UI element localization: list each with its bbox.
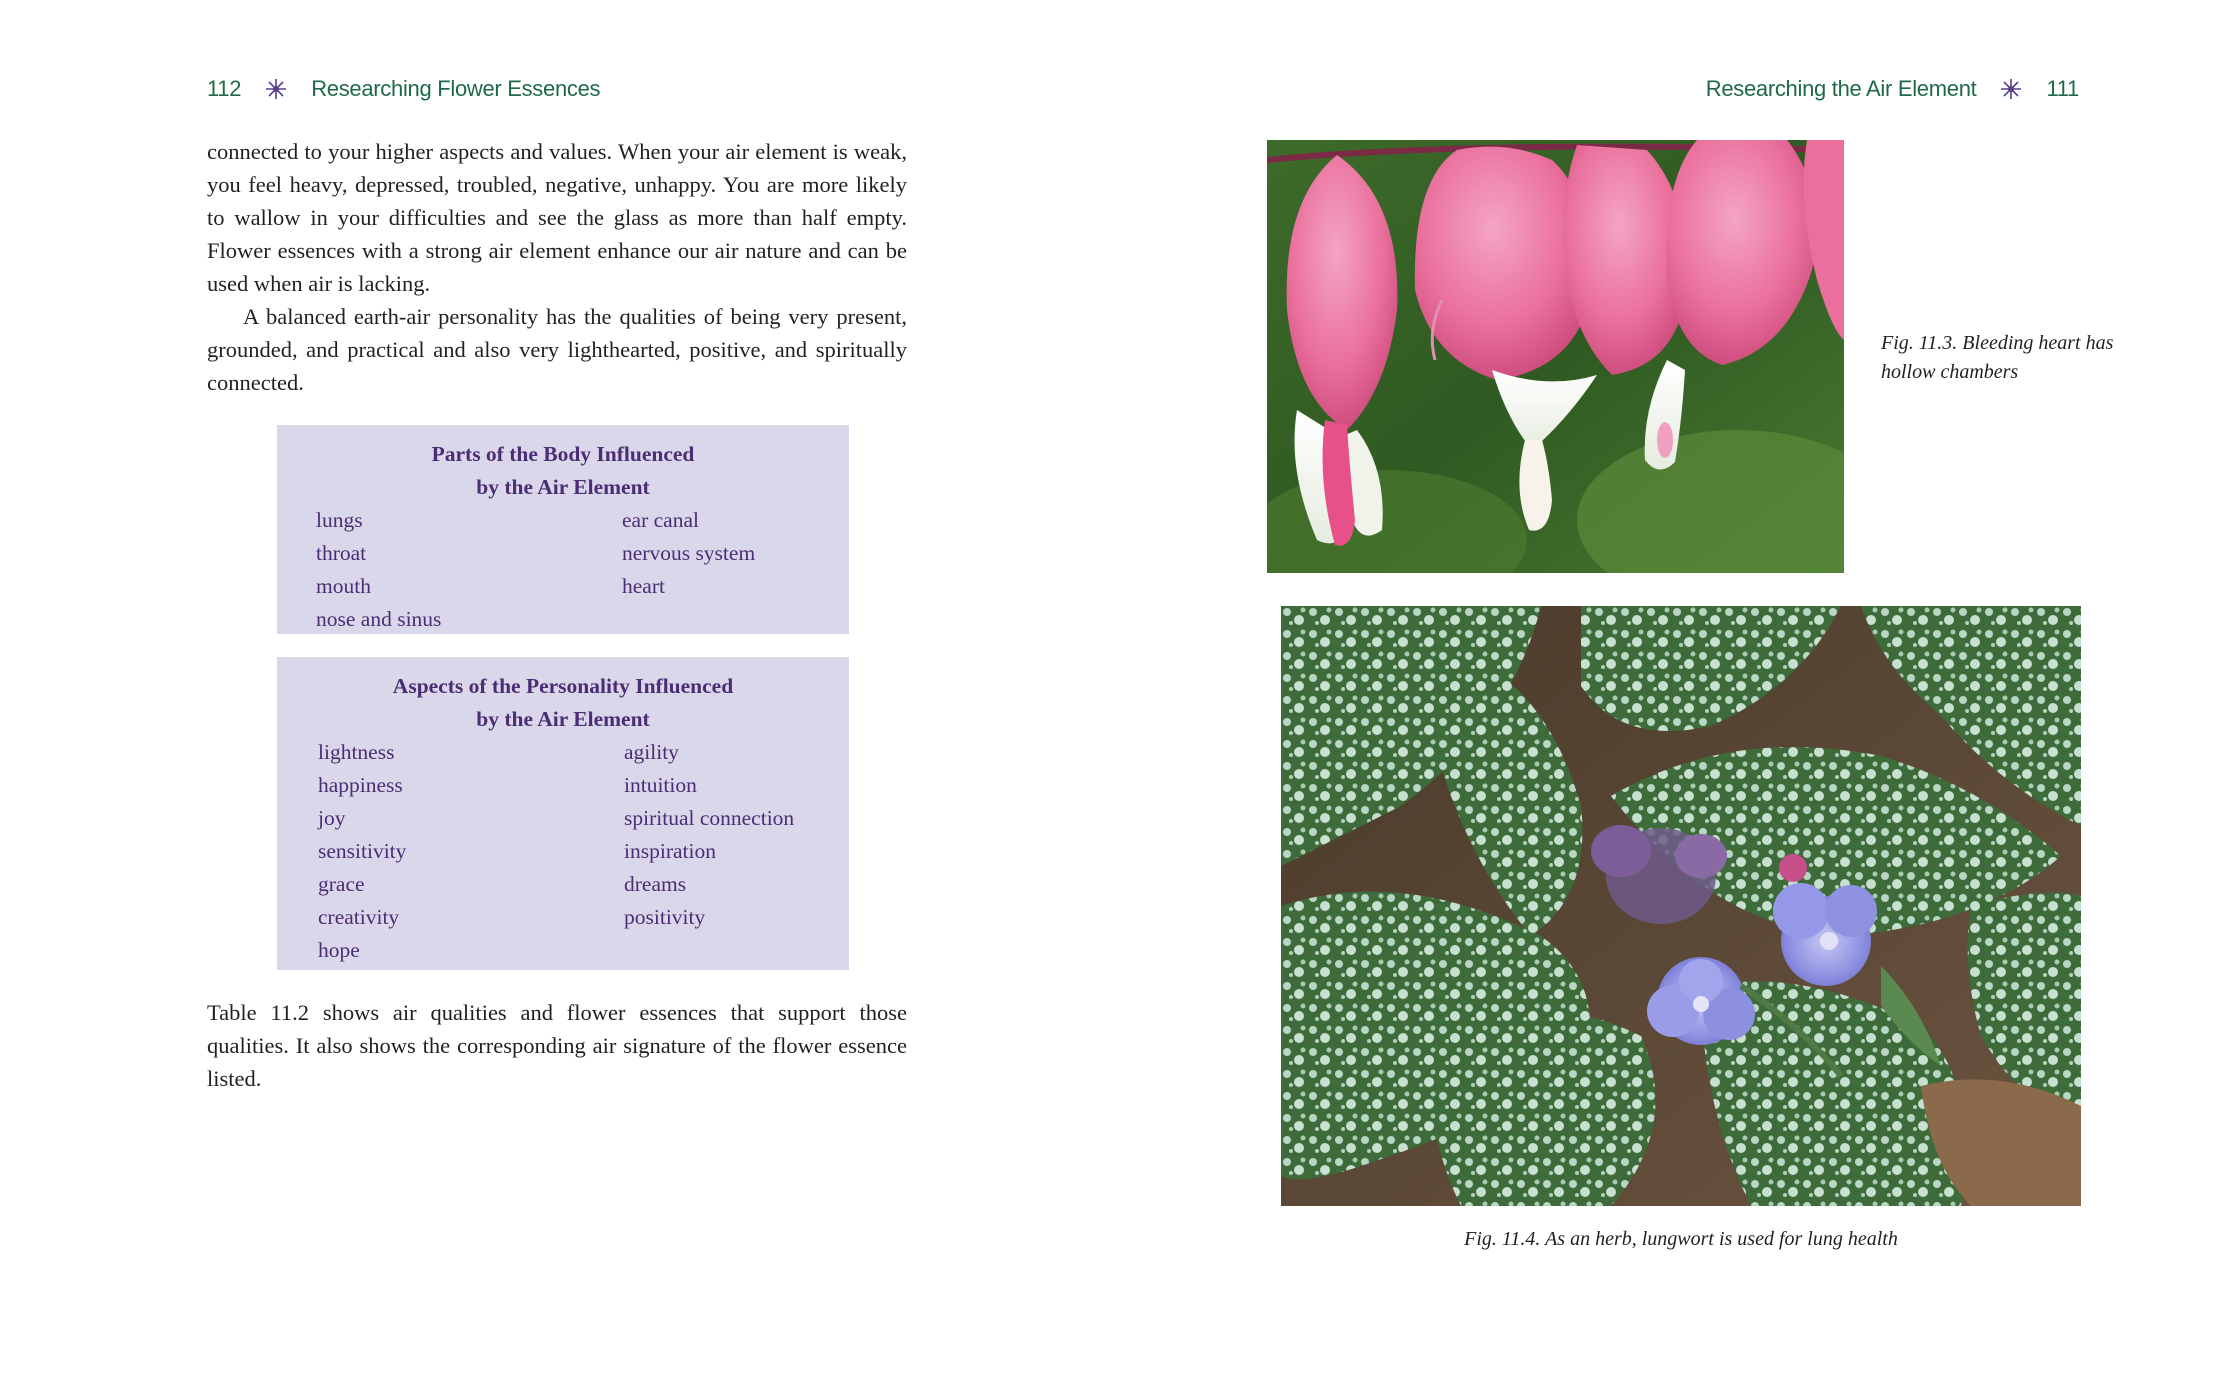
- list-item: joy: [318, 806, 346, 830]
- list-item: inspiration: [624, 839, 716, 863]
- running-head-left: [207, 76, 600, 102]
- list-item: heart: [622, 574, 665, 598]
- figure-11-3-caption: Fig. 11.3. Bleeding heart has hollow chambers: [1881, 332, 2114, 383]
- list-item: nose and sinus: [316, 607, 442, 631]
- paragraph-2: A balanced earth-air personality has the qualities of being very present, grounded, and practical and also very lighthearted, positive, and spiritually connected.: [207, 304, 907, 395]
- page-number-left: 112: [207, 76, 242, 101]
- list-item: happiness: [318, 773, 403, 797]
- list-item: ear canal: [622, 508, 699, 532]
- paragraph-1: connected to your higher aspects and values. When your air element is weak, you feel heavy, depressed, troubled, negative, unhappy. You are more likely to wallow in your difficulties and see the glass as more than half empty. Flower essences with a strong air element enhance our air nature and can be used when air is lacking.: [207, 139, 907, 296]
- personality-aspects-box: [277, 657, 849, 970]
- list-item: nervous system: [622, 541, 756, 565]
- running-title-left: Researching Flower Essences: [311, 76, 601, 101]
- figure-11-4-caption: Fig. 11.4. As an herb, lungwort is used for lung health: [1464, 1228, 1898, 1250]
- list-item: lungs: [316, 508, 363, 532]
- paragraph-3: Table 11.2 shows air qualities and flower essences that support those qualities. It also shows the corresponding air signature of the flower essence listed.: [207, 1000, 907, 1091]
- running-title-right: Researching the Air Element: [1705, 76, 1977, 101]
- body-parts-title-line2: by the Air Element: [476, 475, 650, 499]
- list-item: positivity: [624, 905, 706, 929]
- flower-ornament-icon: [265, 78, 287, 100]
- list-item: creativity: [318, 905, 400, 929]
- list-item: grace: [318, 872, 365, 896]
- personality-col1: [318, 736, 624, 967]
- lungwort-photo: [1281, 606, 2081, 1206]
- body-parts-box: [277, 425, 849, 634]
- list-item: sensitivity: [318, 839, 407, 863]
- list-item: mouth: [316, 574, 371, 598]
- list-item: spiritual connection: [624, 806, 795, 830]
- list-item: throat: [316, 541, 367, 565]
- personality-title-line2: by the Air Element: [476, 707, 650, 731]
- running-head-right: [1706, 76, 2079, 102]
- personality-title-line1: Aspects of the Personality Influenced: [392, 674, 734, 698]
- body-text-top: [207, 135, 907, 399]
- list-item: hope: [318, 938, 360, 962]
- body-parts-col2: [622, 504, 755, 636]
- personality-col2: [624, 736, 794, 967]
- body-parts-title: [277, 425, 849, 504]
- list-item: lightness: [318, 740, 395, 764]
- body-text-bottom: [207, 996, 907, 1095]
- flower-ornament-icon: [2000, 78, 2022, 100]
- list-item: intuition: [624, 773, 697, 797]
- list-item: agility: [624, 740, 679, 764]
- bleeding-heart-photo: [1267, 140, 1844, 573]
- personality-title: [277, 657, 849, 736]
- body-parts-title-line1: Parts of the Body Influenced: [431, 442, 695, 466]
- page-number-right: 111: [2046, 76, 2079, 101]
- body-parts-col1: [316, 504, 622, 636]
- list-item: dreams: [624, 872, 687, 896]
